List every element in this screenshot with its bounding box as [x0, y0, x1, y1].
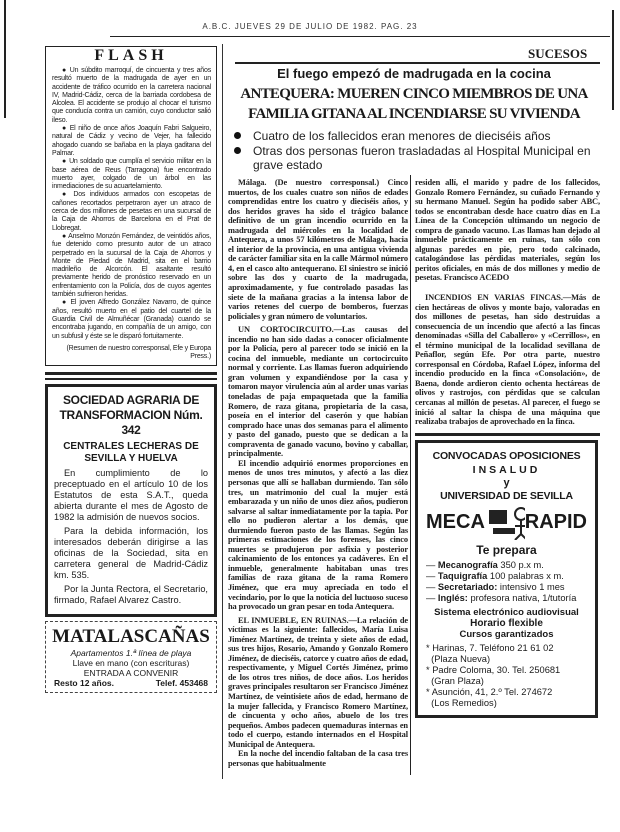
subhead-bullet: Otras dos personas fueron trasladadas al Hospital Municipal en grave estado — [234, 144, 599, 172]
column-rule — [222, 44, 223, 779]
divider — [45, 372, 217, 375]
article-paragraph: EL INMUEBLE, EN RUINAS.—La relación de víctimas es la siguiente: fallecidos, María Luisa Jiménez Martínez, de treinta y siete años de edad, sus tres hijos, Rosario, Amando y Gonzalo Romero Jiménez, de dieciséis, catorce y cuatro años de edad, respectivamente, y Miguel Cortés Jiménez, primo de los otros tres niños, de doce años. Los heridos graves principales resultaron ser Francisco Jiménez Martínez, de veintisiete años de edad, hermano de la mujer fallecida, y Francisco Romero Martínez, de cincuenta y ocho años, abuelo de los tres pequeños. Ambos padecen quemaduras internas en todo el cuerpo, estando internados en el Hospital Municipal de Antequera. — [228, 615, 408, 749]
ad-text: Horario flexible — [470, 617, 543, 629]
article-paragraph: UN CORTOCIRCUITO.—Las causas del incendio no han sido dadas a conocer oficialmente por la Policía, pero al parecer todo se inició en la cocina del inmueble, mediante un cortocircuito normal y corriente. Las llamas fueron adquiriendo gran volumen y expandiéndose por la casa y tomaron mayor virulencia aún al arder unas varias toneladas de paja empaquetada que la familia Romero, de raza gitana, propietaria de la casa, poseía en el interior del caserón y que habían comprado hace unas dos semanas para el alimento y pasto del ganado, puesto que se dedican a la compraventa de ganado vacuno, bovino y caballar, principalmente. — [228, 325, 408, 459]
article-paragraph: En la noche del incendio faltaban de la casa tres personas que habitualmente — [228, 749, 408, 768]
page-header: A.B.C. JUEVES 29 DE JULIO DE 1982. PAG. 23 — [202, 22, 418, 31]
flash-item: ● Dos individuos armados con escopetas de cañones recortados perpetraron ayer un atraco de cerca de dos millones de pesetas en una sucursal de la Caja de Ahorros de Barcelona en el Prat de Llobregat. — [52, 191, 211, 232]
column-rule — [410, 175, 411, 775]
article-paragraph: residen allí, el marido y padre de los fallecidos, Gonzalo Romero Fernández, su cuñado Fernando y su hermano Manuel. Según ha podido saber ABC, todos se encontraban desde hace cuatro días en La Línea de la Concepción ultimando un negocio de compra de ganado vacuno. Las llamas han dejado al inmueble prácticamente en ruinas, tan sólo con algunas paredes en pie, pero todo calcinado, catalogándose las pérdidas materiales, según los peritos oficiales, en más de dos millones y medio de pesetas. Francisco ACEDO — [415, 178, 600, 283]
ad-text: Te prepara — [476, 542, 537, 557]
ad-title: SOCIEDAD AGRARIA DE — [62, 393, 200, 408]
section-rule — [235, 62, 600, 64]
flash-item: ● Un soldado que cumplía el servicio militar en la base aérea de Reus (Tarragona) fue encontrado muerto ayer, colgado de un árbol en las inmediaciones de su acuartelamiento. — [52, 158, 211, 191]
subhead-bullet: Cuatro de los fallecidos eran menores de dieciséis años — [234, 129, 551, 143]
flash-box — [45, 46, 217, 366]
course-list — [426, 560, 587, 604]
typist-icon — [485, 506, 525, 540]
address-list — [426, 643, 587, 709]
ad-brand-meca: MECA — [426, 511, 485, 534]
ad-phone: Telef. 453468 — [155, 678, 208, 689]
divider — [45, 378, 217, 380]
flash-title: FLASH — [94, 47, 168, 64]
sat-advertisement — [45, 384, 217, 617]
ad-title: INSALUD — [472, 463, 541, 476]
course-item: — Inglés: profesora nativa, 1/tutoría — [426, 592, 577, 603]
flash-item: ● El joven Alfredo González Navarro, de quince años, resultó muerto en el patio del cuartel de la Guardia Civil de Almuñécar (Granada) cuando se encontraba jugando, en compañía de un amigo, con un subfusil y éste se le disparó fortuitamente. — [52, 299, 211, 340]
address-item: * Padre Coloma, 30. Tel. 250681 (Gran Plaza) — [426, 664, 561, 686]
bullet-icon — [234, 147, 241, 154]
ad-paragraph: En cumplimiento de lo preceptuado en el artículo 10 de los Estatutos de esta S.A.T., queda abierta durante el mes de Agosto de 1982 la admisión de nuevos socios. — [54, 468, 208, 523]
header-rule — [110, 36, 610, 37]
left-column — [45, 46, 217, 693]
flash-source: (Resumen de nuestro corresponsal, Efe y Europa Press.) — [66, 344, 211, 361]
page-edge — [4, 0, 6, 118]
article-paragraph: Málaga. (De nuestro corresponsal.) Cinco muertos, de los cuales cuatro son niños de edades comprendidas entre los cuatro y dieciséis años, y dos heridos graves ha sido el trágico balance definitivo de un gran incendio ocurrido en la madrugada del miércoles en la localidad de Antequera, a unos 57 kilómetros de Málaga, hacia el interior de la provincia, en una antigua vivienda de carácter familiar sita en la calle Mármol número 4, en el casco alto antequerano. El siniestro se inició sobre las dos y cuarto de la madrugada, aproximadamente, y fue controlado pasadas las siete de la mañana gracias a la intensa labor de varios retenes del cuerpo de bomberos, fuerzas policiales y gran número de voluntarios. — [228, 178, 408, 321]
flash-item: ● Un súbdito marroquí, de cincuenta y tres años resultó muerto de la madrugada de ayer en un accidente de tráfico ocurrido en la carretera nacional IV, Madrid-Cádiz, cerca de la barriada cordobesa de Alcolea. El accidente se produjo al chocar el turismo que conducía contra un camión, cuyo conductor salió ileso. — [52, 67, 211, 124]
fincas-article — [415, 293, 600, 427]
ad-text: y — [503, 476, 510, 489]
section-label: SUCESOS — [528, 46, 588, 61]
flash-item: ● El niño de once años Joaquín Fabri Salgueiro, natural de Cádiz y vecino de Vejer, ha fallecido ahogado cuando se bañaba en la playa gaditana del Palmar. — [52, 125, 211, 157]
right-column — [415, 178, 600, 718]
page-edge — [612, 10, 614, 110]
article-paragraph: INCENDIOS EN VARIAS FINCAS.—Más de cien hectáreas de olivos y monte bajo, valoradas en dos millones de pesetas, han sido destruidas a consecuencia de un incendio que afectó a las fincas denominadas «Silla del Caballero» y «Cerrillos», en el término municipal de la localidad sevillana de Peñaflor, según Efe. Por otra parte, nuestro corresponsal en Córdoba, Rafael López, informa del incendio producido en la finca «Consolación», de Baena, donde ardieron ciento ochenta hectáreas de olivos y rastrojos, con pérdidas que se calculan cercanas al millón de pesetas. Al parecer, el fuego se inició al saltar la chispa de una máquina que realizaba trabajos de aprovechado en la finca. — [415, 293, 600, 427]
ad-text: Sistema electrónico audiovisual — [434, 606, 579, 618]
ad-line: ENTRADA A CONVENIR — [83, 668, 179, 679]
ad-paragraph: Por la Junta Rectora, el Secretario, firmado, Rafael Alvarez Castro. — [54, 584, 208, 606]
address-item: * Asunción, 41, 2.º Tel. 274672 (Los Remedios) — [426, 686, 553, 708]
ad-terms: Resto 12 años. — [54, 678, 114, 689]
matalascanas-advertisement — [45, 621, 217, 693]
article-paragraph: El incendio adquirió enormes proporciones en menos de unos tres minutos, y afectó a las diez personas que allí se hallaban durmiendo. Tan sólo tres, un matrimonio del cual la mujer está embarazada y un niño de unos diez años, pudieron salvarse al saltar inmediatamente por la tapia. Por ello no pudieron alertar a los demás, que durmiendo fueron pasto de las llamas. Según las primeras estimaciones de los forenses, las cinco muertes se produjeron por asfixia y posterior calcinamiento de los entonces ya cadáveres. En el inmueble, generalmente habitaban unas tres familias de raza gitana de la rama Romero Jiménez, que era muy apreciada en todo el vecindario, por lo que la noticia del luctuoso suceso ha provocado un gran pesar en toda Antequera. — [228, 458, 408, 612]
article-column-2 — [415, 178, 600, 283]
ad-text: Cursos garantizados — [459, 628, 554, 640]
ad-line: Apartamentos 1.ª línea de playa — [70, 648, 192, 659]
flash-item: ● Anselmo Monzón Fernández, de veintidós años, fue detenido como presunto autor de un atraco perpetrado en la sucursal de la Caja de Ahorros y Monte de Piedad de Madrid, sita en el barrio madrileño de Alcorcón. El asaltante resultó previamente herido de pronóstico reservado en un enfrentamiento con la Policía, dos de cuyos agentes también sufrieron heridas. — [52, 232, 211, 299]
course-item: — Mecanografía 350 p.x m. — [426, 559, 544, 570]
ad-line: Llave en mano (con escrituras) — [72, 658, 190, 669]
ad-title: UNIVERSIDAD DE SEVILLA — [440, 489, 573, 502]
ad-title: CONVOCADAS OPOSICIONES — [432, 449, 581, 462]
ad-title: MATALASCAÑAS — [52, 626, 210, 648]
meca-rapid-advertisement — [415, 440, 598, 718]
ad-title: TRANSFORMACION Núm. 342 — [59, 408, 203, 438]
bullet-icon — [234, 132, 241, 139]
article-column-1 — [228, 178, 408, 768]
course-item: — Taquigrafía 100 palabras x m. — [426, 570, 564, 581]
headline-line-1: ANTEQUERA: MUEREN CINCO MIEMBROS DE UNA — [240, 86, 588, 102]
address-item: * Harinas, 7. Teléfono 21 61 02 (Plaza Nueva) — [426, 642, 554, 664]
article-kicker: El fuego empezó de madrugada en la cocina — [277, 66, 551, 81]
ad-paragraph: Para la debida información, los interesados deberán dirigirse a las oficinas de la Sociedad, sita en carretera general de Madrid-Cádiz km. 535. — [54, 526, 208, 581]
divider — [415, 433, 600, 436]
ad-subtitle: CENTRALES LECHERAS DE SEVILLA Y HUELVA — [63, 441, 199, 465]
course-item: — Secretariado: intensivo 1 mes — [426, 581, 565, 592]
ad-brand-rapid: RAPID — [524, 511, 587, 534]
headline-line-2: FAMILIA GITANA AL INCENDIARSE SU VIVIENDA — [248, 106, 580, 122]
